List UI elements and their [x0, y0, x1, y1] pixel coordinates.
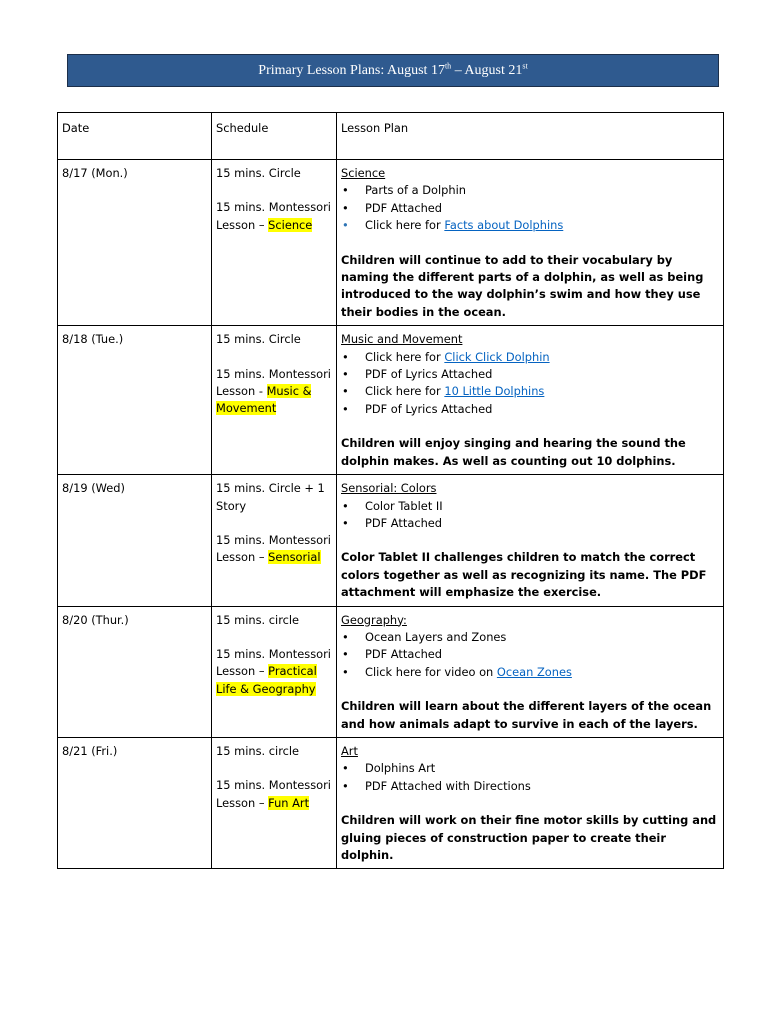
date-cell: 8/20 (Thur.): [58, 606, 212, 737]
subject-heading: Music and Movement: [341, 332, 463, 347]
bullet-icon: •: [342, 778, 349, 793]
list-item: [341, 760, 719, 777]
item-text: PDF of Lyrics Attached: [365, 401, 493, 416]
item-text: Parts of a Dolphin: [365, 183, 466, 198]
bullet-icon: •: [342, 515, 349, 530]
bullet-icon: •: [342, 183, 349, 198]
resource-link[interactable]: Ocean Zones: [496, 664, 572, 679]
list-item: [341, 646, 719, 663]
list-item: [341, 200, 719, 217]
schedule-lesson-label: 15 mins. Montessori Lesson -: [216, 366, 331, 399]
table-row: [58, 606, 724, 737]
bullet-icon: •: [342, 218, 349, 233]
date-cell: 8/17 (Mon.): [58, 160, 212, 326]
subject-heading: Science: [341, 166, 386, 180]
bullet-icon: •: [342, 629, 349, 644]
page-title-banner: [67, 54, 719, 87]
schedule-cell: [212, 606, 337, 737]
table-header-row: [58, 113, 724, 160]
bullet-icon: •: [342, 401, 349, 416]
subject-heading: Geography:: [341, 612, 407, 627]
schedule-lesson: [216, 366, 332, 418]
bullet-icon: •: [342, 664, 349, 679]
resource-link[interactable]: 10 Little Dolphins: [444, 384, 545, 399]
date-cell: 8/18 (Tue.): [58, 326, 212, 475]
subject-heading: Sensorial: Colors: [341, 481, 437, 496]
item-text: PDF Attached: [365, 647, 443, 662]
schedule-lesson-label: 15 mins. Montessori Lesson –: [216, 200, 331, 232]
lesson-plan-cell: [337, 326, 724, 475]
lesson-plan-cell: [337, 160, 724, 326]
resource-link[interactable]: Facts about Dolphins: [444, 218, 564, 233]
list-item: [341, 664, 719, 681]
list-item: [341, 217, 719, 234]
bullet-icon: •: [342, 761, 349, 776]
header-date: Date: [58, 113, 212, 160]
activity-list: [341, 760, 719, 795]
item-text: Click here for: [365, 384, 445, 399]
item-text: Click here for: [365, 218, 445, 233]
schedule-lesson-label: 15 mins. Montessori Lesson –: [216, 778, 331, 810]
bullet-icon: •: [342, 384, 349, 399]
item-text: Ocean Layers and Zones: [365, 629, 507, 644]
schedule-cell: [212, 475, 337, 606]
list-item: [341, 349, 719, 366]
lesson-description: Children will learn about the different layers of the ocean and how animals adapt to survive in each of the layers.: [341, 699, 712, 731]
activity-list: [341, 349, 719, 419]
lesson-plan-cell: [337, 606, 724, 737]
lesson-plan-cell: [337, 737, 724, 868]
list-item: [341, 515, 719, 532]
item-text: Click here for video on: [365, 664, 497, 679]
list-item: [341, 629, 719, 646]
schedule-lesson-label: 15 mins. Montessori Lesson –: [216, 532, 331, 565]
subject-heading: Art: [341, 743, 358, 758]
schedule-cell: [212, 160, 337, 326]
activity-list: [341, 182, 719, 234]
highlighted-subject: Sensorial: [268, 550, 321, 565]
header-schedule: Schedule: [212, 113, 337, 160]
schedule-lesson: [216, 777, 332, 812]
resource-link[interactable]: Click Click Dolphin: [444, 349, 550, 364]
schedule-lesson: [216, 532, 332, 567]
highlighted-subject: Practical Life & Geography: [216, 664, 317, 696]
highlighted-subject: Science: [268, 217, 313, 232]
schedule-circle-time: 15 mins. Circle: [216, 332, 301, 347]
date-cell: 8/21 (Fri.): [58, 737, 212, 868]
activity-list: [341, 498, 719, 533]
list-item: [341, 778, 719, 795]
highlighted-subject: Music & Movement: [216, 384, 312, 416]
schedule-lesson-label: 15 mins. Montessori Lesson –: [216, 646, 331, 679]
list-item: [341, 401, 719, 418]
table-row: [58, 475, 724, 606]
list-item: [341, 498, 719, 515]
table-row: [58, 326, 724, 475]
table-row: [58, 737, 724, 868]
lesson-plan-table: [57, 112, 724, 869]
bullet-icon: •: [342, 647, 349, 662]
schedule-circle-time: 15 mins. circle: [216, 612, 300, 627]
item-text: Dolphins Art: [365, 761, 436, 776]
lesson-description: Children will continue to add to their vocabulary by naming the different parts of a dolphin, as well as being introduced to the way dolphin’s swim and how they use their bodies in the ocean.: [341, 252, 704, 319]
list-item: [341, 182, 719, 199]
table-row: [58, 160, 724, 326]
lesson-description: Color Tablet II challenges children to match the correct colors together as well as recognizing its name. The PDF attachment will emphasize the exercise.: [341, 550, 707, 600]
item-text: PDF Attached: [365, 515, 443, 530]
date-cell: 8/19 (Wed): [58, 475, 212, 606]
item-text: PDF Attached: [365, 200, 443, 215]
activity-list: [341, 629, 719, 681]
schedule-cell: [212, 326, 337, 475]
header-lesson-plan: Lesson Plan: [337, 113, 724, 160]
bullet-icon: •: [342, 200, 349, 215]
schedule-circle-time: 15 mins. Circle + 1 Story: [216, 481, 325, 513]
bullet-icon: •: [342, 498, 349, 513]
item-text: Click here for: [365, 349, 445, 364]
bullet-icon: •: [342, 367, 349, 382]
bullet-icon: •: [342, 349, 349, 364]
schedule-lesson: [216, 646, 332, 698]
highlighted-subject: Fun Art: [268, 795, 310, 810]
page-title: Primary Lesson Plans: August 17th – August 21st: [258, 60, 528, 78]
lesson-description: Children will enjoy singing and hearing the sound the dolphin makes. As well as counting out 10 dolphins.: [341, 436, 686, 468]
schedule-cell: [212, 737, 337, 868]
list-item: [341, 383, 719, 400]
schedule-circle-time: 15 mins. Circle: [216, 166, 301, 180]
lesson-plan-cell: [337, 475, 724, 606]
schedule-circle-time: 15 mins. circle: [216, 743, 300, 758]
lesson-description: Children will work on their fine motor skills by cutting and gluing pieces of construction paper to create their dolphin.: [341, 813, 717, 862]
item-text: Color Tablet II: [365, 498, 443, 513]
item-text: PDF of Lyrics Attached: [365, 367, 493, 382]
item-text: PDF Attached with Directions: [365, 778, 531, 793]
list-item: [341, 366, 719, 383]
schedule-lesson: [216, 199, 332, 234]
